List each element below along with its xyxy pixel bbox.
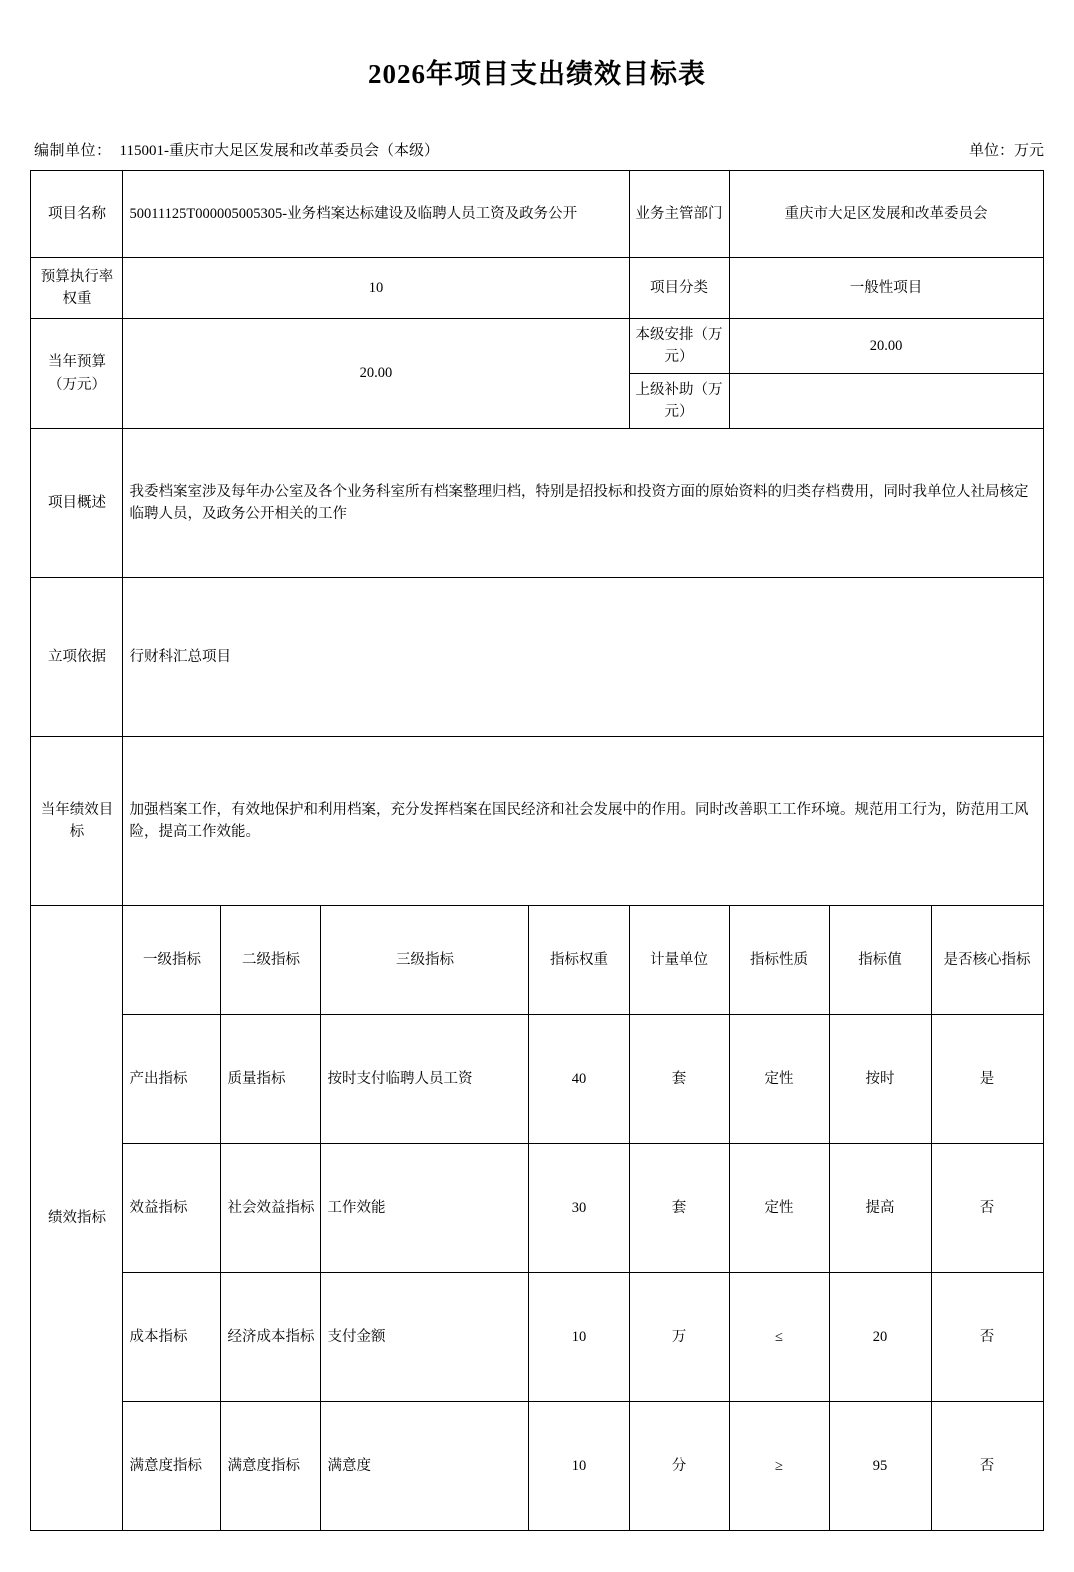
indicator-header-level2: 二级指标 xyxy=(221,906,321,1015)
indicator-level1: 产出指标 xyxy=(123,1015,221,1144)
indicator-value: 提高 xyxy=(829,1144,931,1273)
budget-value: 20.00 xyxy=(123,319,629,429)
document-page xyxy=(0,52,1074,1572)
indicator-core: 是 xyxy=(931,1015,1043,1144)
local-arrange-label: 本级安排（万元） xyxy=(629,319,729,374)
local-arrange-value: 20.00 xyxy=(729,319,1043,374)
table-row-goal xyxy=(31,737,1043,906)
upper-subsidy-label: 上级补助（万元） xyxy=(629,374,729,429)
table-row-indicator xyxy=(31,1015,1043,1144)
table-row-indicator xyxy=(31,1402,1043,1531)
compiling-unit-value: 115001-重庆市大足区发展和改革委员会（本级） xyxy=(119,143,439,159)
indicator-core: 否 xyxy=(931,1144,1043,1273)
indicator-weight: 10 xyxy=(529,1273,629,1402)
indicator-unit: 分 xyxy=(629,1402,729,1531)
indicator-level3: 满意度 xyxy=(321,1402,529,1531)
indicator-core: 否 xyxy=(931,1273,1043,1402)
indicator-nature: ≥ xyxy=(729,1402,829,1531)
indicator-weight: 10 xyxy=(529,1402,629,1531)
indicator-level3: 按时支付临聘人员工资 xyxy=(321,1015,529,1144)
basis-label: 立项依据 xyxy=(31,578,123,737)
performance-target-table xyxy=(30,170,1043,1531)
overview-value: 我委档案室涉及每年办公室及各个业务科室所有档案整理归档，特别是招投标和投资方面的原始资料的归类存档费用，同时我单位人社局核定临聘人员，及政务公开相关的工作 xyxy=(123,429,1043,578)
dept-label: 业务主管部门 xyxy=(629,171,729,258)
table-row-indicator-header xyxy=(31,906,1043,1015)
category-label: 项目分类 xyxy=(629,258,729,319)
indicator-level1: 效益指标 xyxy=(123,1144,221,1273)
table-row-exec-rate xyxy=(31,258,1043,319)
project-name-label: 项目名称 xyxy=(31,171,123,258)
currency-note: 单位：万元 xyxy=(968,143,1044,159)
goal-value: 加强档案工作，有效地保护和利用档案，充分发挥档案在国民经济和社会发展中的作用。同时改善职工工作环境。规范用工行为，防范用工风险，提高工作效能。 xyxy=(123,737,1043,906)
indicator-section-label: 绩效指标 xyxy=(31,906,123,1531)
indicator-core: 否 xyxy=(931,1402,1043,1531)
indicator-unit: 万 xyxy=(629,1273,729,1402)
indicator-value: 按时 xyxy=(829,1015,931,1144)
indicator-level3: 工作效能 xyxy=(321,1144,529,1273)
dept-value: 重庆市大足区发展和改革委员会 xyxy=(729,171,1043,258)
budget-label: 当年预算（万元） xyxy=(31,319,123,429)
table-row-project-name xyxy=(31,171,1043,258)
indicator-level2: 满意度指标 xyxy=(221,1402,321,1531)
table-row-overview xyxy=(31,429,1043,578)
upper-subsidy-value xyxy=(729,374,1043,429)
indicator-level3: 支付金额 xyxy=(321,1273,529,1402)
exec-rate-label: 预算执行率权重 xyxy=(31,258,123,319)
category-value: 一般性项目 xyxy=(729,258,1043,319)
table-row-local-arrange xyxy=(31,319,1043,374)
indicator-header-core: 是否核心指标 xyxy=(931,906,1043,1015)
indicator-value: 95 xyxy=(829,1402,931,1531)
indicator-value: 20 xyxy=(829,1273,931,1402)
project-name-value: 50011125T000005005305-业务档案达标建设及临聘人员工资及政务公开 xyxy=(123,171,629,258)
indicator-header-level1: 一级指标 xyxy=(123,906,221,1015)
indicator-header-nature: 指标性质 xyxy=(729,906,829,1015)
indicator-header-unit: 计量单位 xyxy=(629,906,729,1015)
overview-label: 项目概述 xyxy=(31,429,123,578)
compiling-unit xyxy=(34,139,439,160)
table-row-indicator xyxy=(31,1144,1043,1273)
indicator-weight: 30 xyxy=(529,1144,629,1273)
indicator-level2: 质量指标 xyxy=(221,1015,321,1144)
exec-rate-value: 10 xyxy=(123,258,629,319)
indicator-unit: 套 xyxy=(629,1015,729,1144)
compiling-unit-label: 编制单位： xyxy=(34,143,112,159)
indicator-unit: 套 xyxy=(629,1144,729,1273)
basis-value: 行财科汇总项目 xyxy=(123,578,1043,737)
page-title: 2026年项目支出绩效目标表 xyxy=(368,59,706,89)
indicator-weight: 40 xyxy=(529,1015,629,1144)
indicator-header-weight: 指标权重 xyxy=(529,906,629,1015)
indicator-level1: 成本指标 xyxy=(123,1273,221,1402)
indicator-nature: ≤ xyxy=(729,1273,829,1402)
goal-label: 当年绩效目标 xyxy=(31,737,123,906)
indicator-nature: 定性 xyxy=(729,1015,829,1144)
document-meta xyxy=(34,139,1044,160)
indicator-level2: 社会效益指标 xyxy=(221,1144,321,1273)
table-row-indicator xyxy=(31,1273,1043,1402)
indicator-header-value: 指标值 xyxy=(829,906,931,1015)
indicator-level1: 满意度指标 xyxy=(123,1402,221,1531)
indicator-level2: 经济成本指标 xyxy=(221,1273,321,1402)
indicator-nature: 定性 xyxy=(729,1144,829,1273)
indicator-header-level3: 三级指标 xyxy=(321,906,529,1015)
table-row-basis xyxy=(31,578,1043,737)
